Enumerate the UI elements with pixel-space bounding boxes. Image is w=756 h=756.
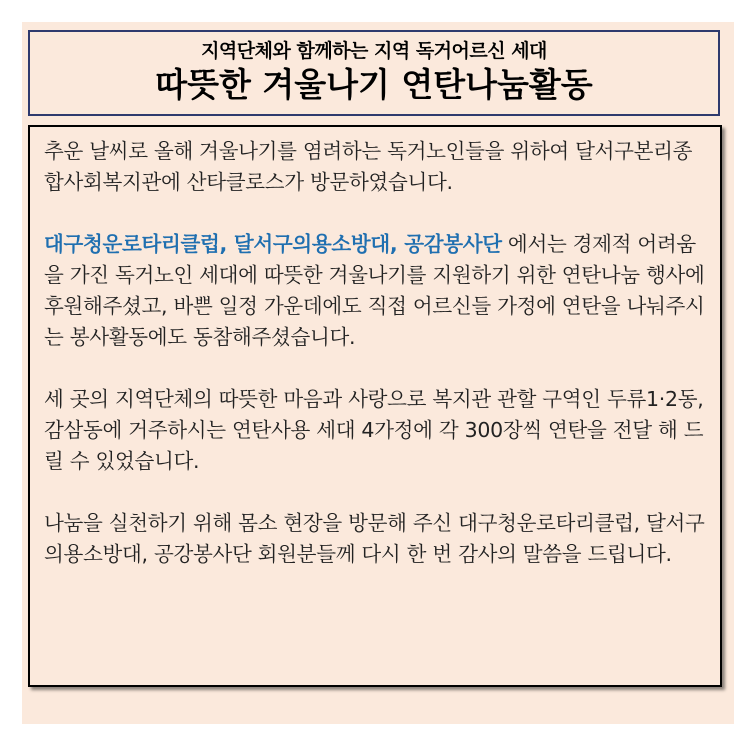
header-box <box>28 30 720 116</box>
content-box <box>28 125 722 687</box>
header-subtitle: 지역단체와 함께하는 지역 독거어르신 세대 <box>201 40 547 62</box>
header-title: 따뜻한 겨울나기 연탄나눔활동 <box>155 65 593 104</box>
paragraph-intro: 추운 날씨로 올해 겨울나기를 염려하는 독거노인들을 위하여 달서구본리종합사회복지관에 산타클로스가 방문하였습니다. <box>44 139 693 194</box>
paragraph-sponsors <box>44 229 708 353</box>
paragraph-delivery: 세 곳의 지역단체의 따뜻한 마음과 사랑으로 복지관 관할 구역인 두류1·2동, 감삼동에 거주하시는 연탄사용 세대 4가정에 각 300장씩 연탄을 전달 해 드릴 수 있었습니다. <box>44 387 704 473</box>
paragraph-sponsors-text: 에서는 경제적 어려움을 가진 독거노인 세대에 따뜻한 겨울나기를 지원하기 위한 연탄나눔 행사에 후원해주셨고, 바쁜 일정 가운데에도 직접 어르신들 가정에 연탄을 나눠주시는 봉사활동에도 동참해주셨습니다. <box>44 232 705 349</box>
sponsor-names: 대구청운로타리클럽, 달서구의용소방대, 공감봉사단 <box>44 232 502 256</box>
paragraph-thanks: 나눔을 실천하기 위해 몸소 현장을 방문해 주신 대구청운로타리클럽, 달서구의용소방대, 공강봉사단 회원분들께 다시 한 번 감사의 말씀을 드립니다. <box>44 511 705 566</box>
